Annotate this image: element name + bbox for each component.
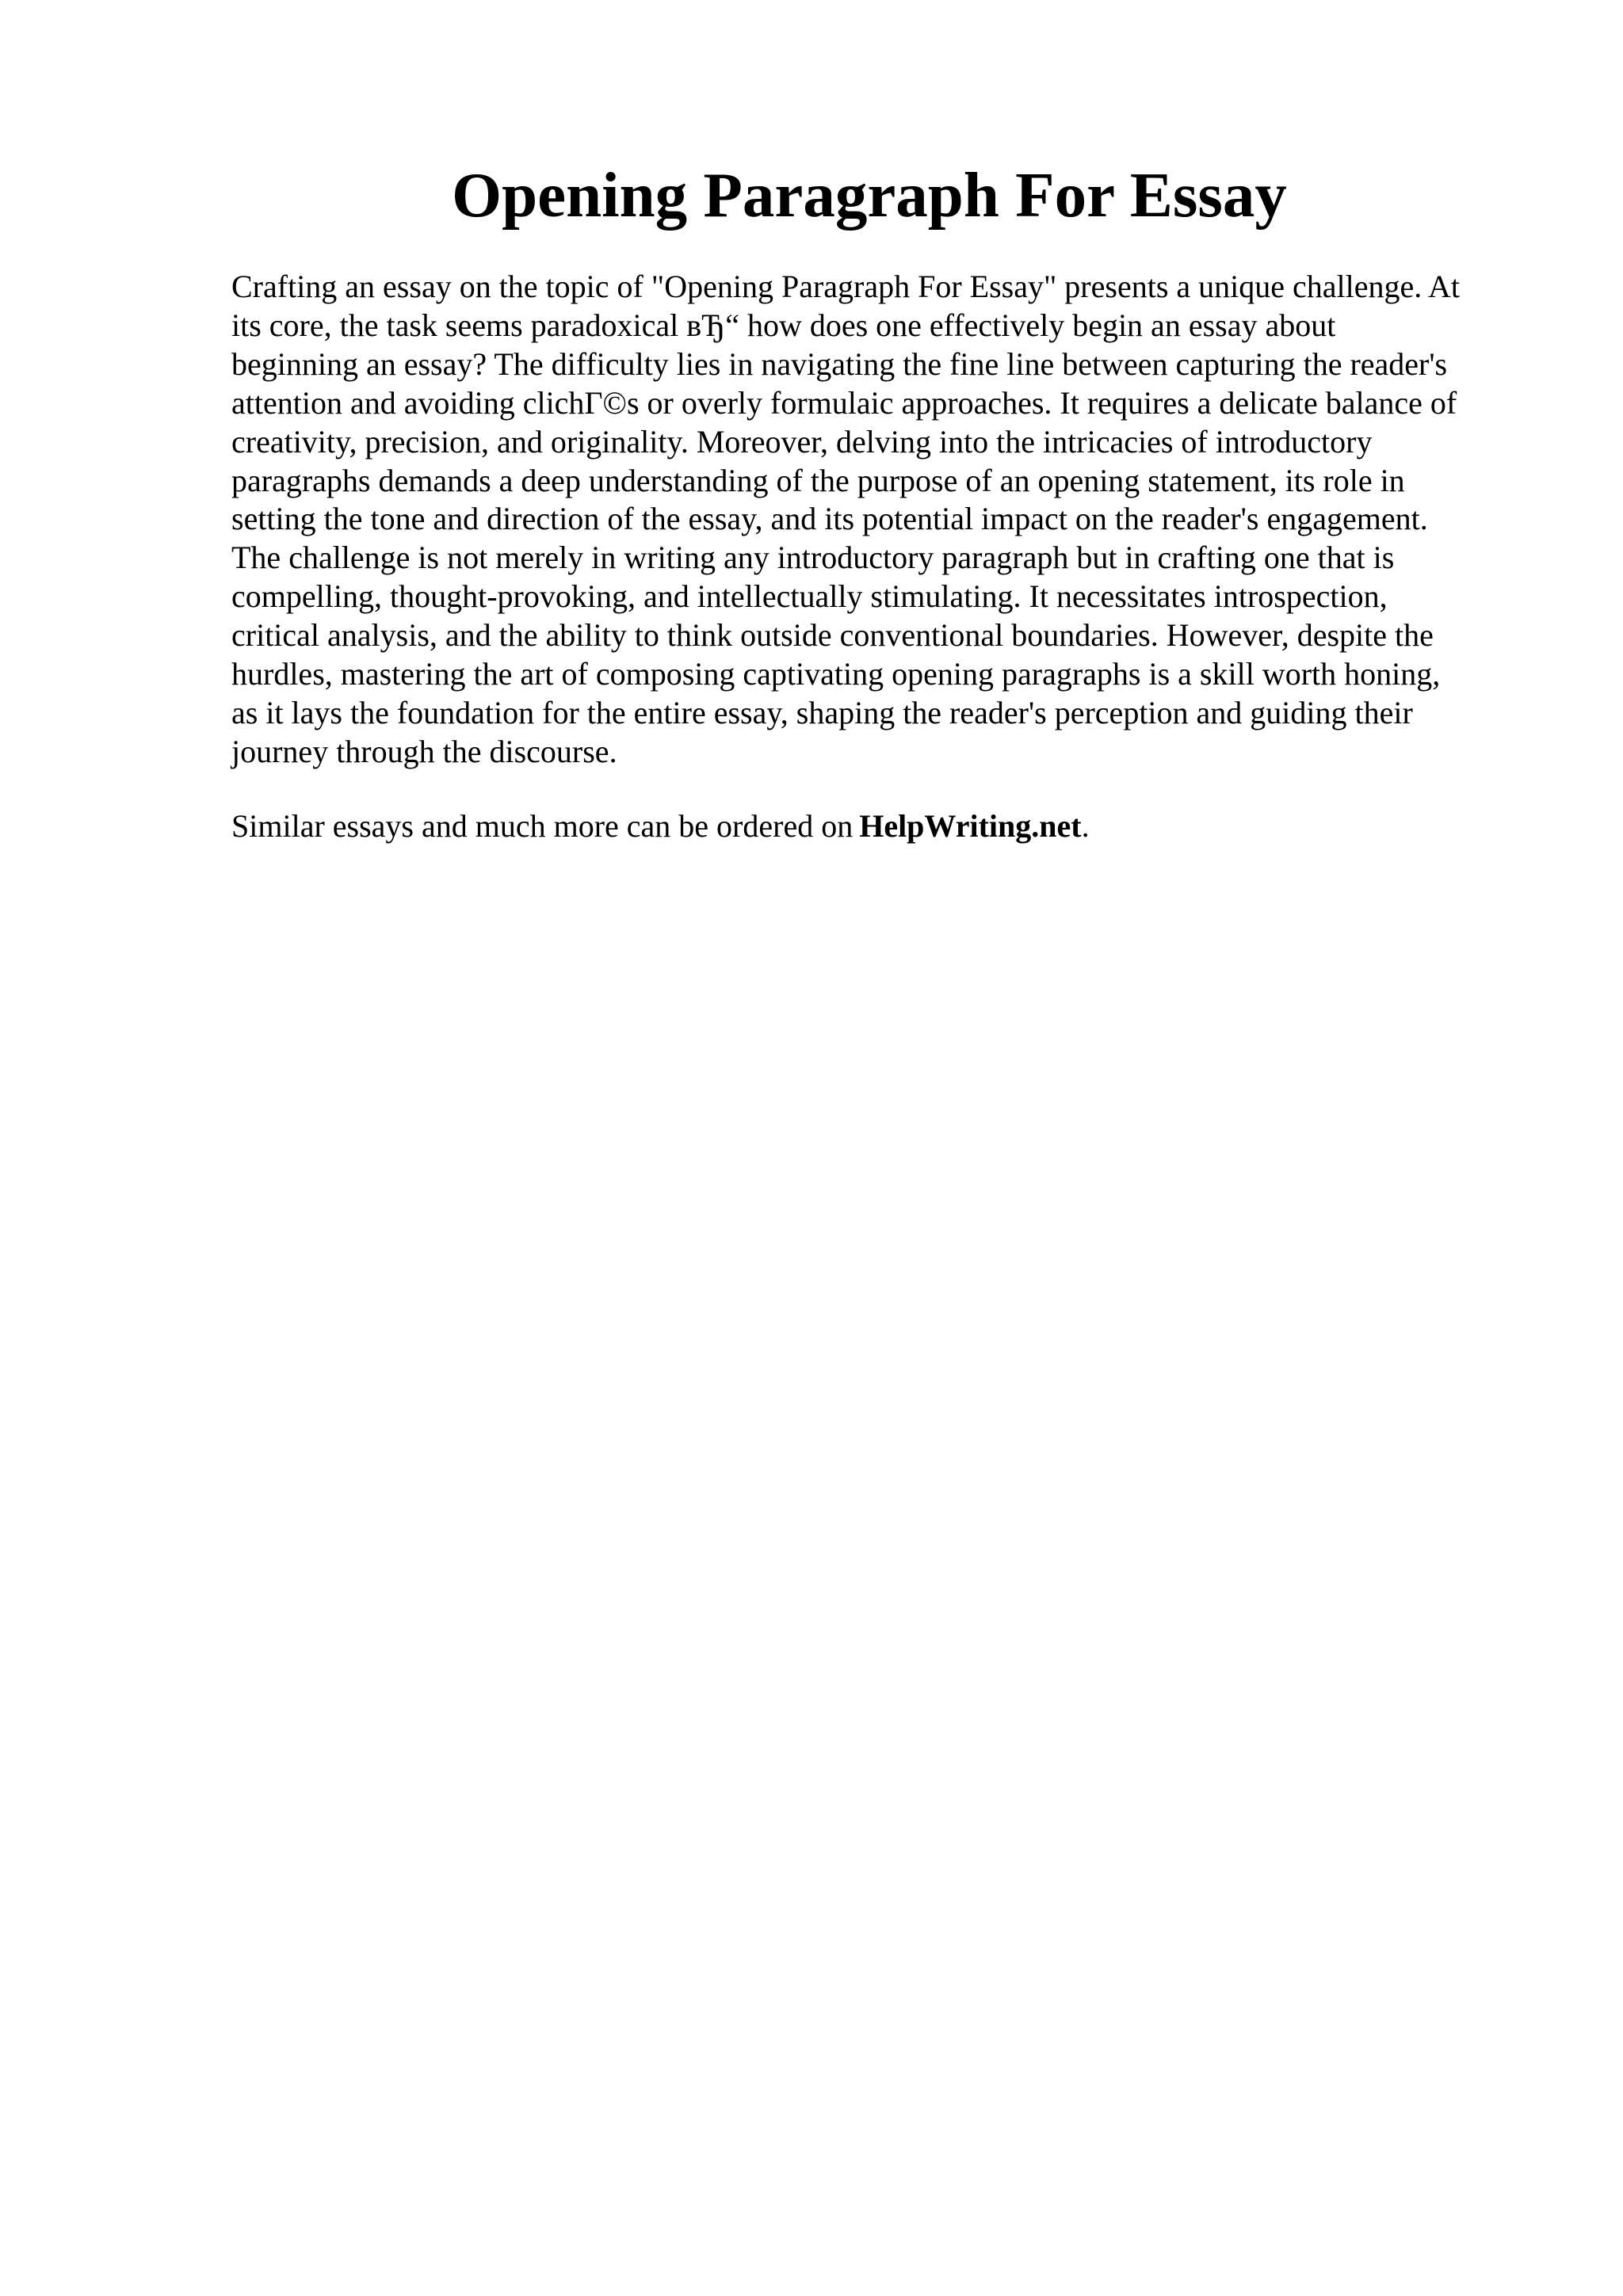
paragraph-line: its core, the task seems paradoxical вЂ“ how does one effectively begin an essay about [231, 307, 1336, 343]
paragraph-line: critical analysis, and the ability to think outside conventional boundaries. However, despite the [231, 617, 1434, 654]
paragraph-line: creativity, precision, and originality. Moreover, delving into the intricacies of introductory [231, 423, 1373, 460]
paragraph-line: The challenge is not merely in writing any introductory paragraph but in crafting one that is [231, 540, 1395, 576]
paragraph-line: journey through the discourse. [231, 733, 617, 769]
paragraph-line: beginning an essay? The difficulty lies in navigating the fine line between capturing the reader's [231, 345, 1448, 382]
document-title: Opening Paragraph For Essay [452, 159, 1287, 231]
paragraph-line: hurdles, mastering the art of composing captivating opening paragraphs is a skill worth honing, [231, 656, 1441, 692]
paragraph-line: compelling, thought-provoking, and intellectually stimulating. It necessitates introspection, [231, 578, 1388, 615]
promo-text: Similar essays and much more can be ordered on [231, 808, 854, 844]
paragraph-line: setting the tone and direction of the essay, and its potential impact on the reader's engagement. [231, 501, 1428, 537]
paragraph-line: attention and avoiding clichГ©s or overly formulaic approaches. It requires a delicate balance of [231, 384, 1457, 421]
helpwriting-link[interactable]: HelpWriting.net [859, 808, 1082, 844]
paragraph-line: Crafting an essay on the topic of "Opening Paragraph For Essay" presents a unique challenge. At [231, 269, 1461, 304]
essay-paragraph [231, 268, 1515, 772]
paragraph-line: as it lays the foundation for the entire essay, shaping the reader's perception and guiding their [231, 694, 1413, 730]
promo-line [231, 807, 1515, 845]
paragraph-line: paragraphs demands a deep understanding of the purpose of an opening statement, its role in [231, 462, 1405, 498]
promo-period: . [1081, 808, 1090, 844]
